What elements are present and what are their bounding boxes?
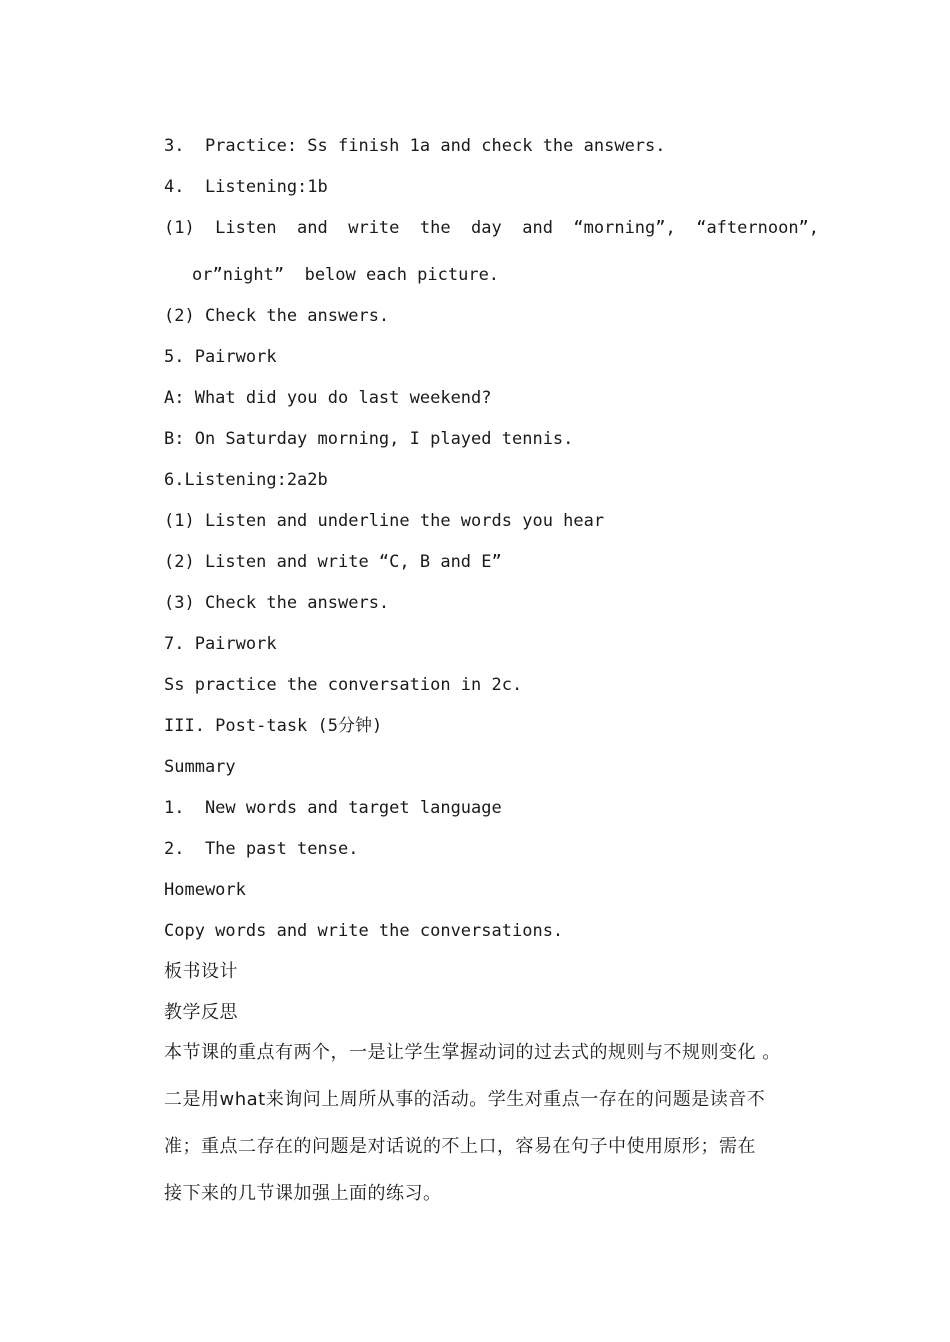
post-task-heading: III. Post-task (5分钟) xyxy=(164,716,383,736)
step-4-substep-1-continued: or”night” below each picture. xyxy=(192,265,500,285)
step-7-description: Ss practice the conversation in 2c. xyxy=(164,675,523,695)
reflection-paragraph-line-2: 二是用what来询问上周所从事的活动。学生对重点一存在的问题是读音不 xyxy=(164,1089,766,1110)
step-6-listening-heading: 6.Listening:2a2b xyxy=(164,470,328,490)
summary-item-1: 1. New words and target language xyxy=(164,798,502,818)
teaching-reflection-heading: 教学反思 xyxy=(164,1002,238,1023)
summary-item-2: 2. The past tense. xyxy=(164,839,359,859)
step-4-listening-heading: 4. Listening:1b xyxy=(164,177,328,197)
step-4-substep-2: (2) Check the answers. xyxy=(164,306,390,326)
board-design-heading: 板书设计 xyxy=(164,961,238,982)
homework-heading: Homework xyxy=(164,880,246,900)
dialogue-line-a: A: What did you do last weekend? xyxy=(164,388,492,408)
reflection-paragraph-line-1: 本节课的重点有两个，一是让学生掌握动词的过去式的规则与不规则变化 。 xyxy=(164,1042,781,1063)
step-5-pairwork-heading: 5. Pairwork xyxy=(164,347,277,367)
step-6-substep-1: (1) Listen and underline the words you hear xyxy=(164,511,605,531)
step-4-substep-1: (1) Listen and write the day and “morning”, “afternoon”, xyxy=(164,218,820,238)
step-6-substep-2: (2) Listen and write “C, B and E” xyxy=(164,552,502,572)
step-3-practice: 3. Practice: Ss finish 1a and check the answers. xyxy=(164,136,666,156)
summary-heading: Summary xyxy=(164,757,236,777)
reflection-paragraph-line-3: 准；重点二存在的问题是对话说的不上口，容易在句子中使用原形；需在 xyxy=(164,1136,756,1157)
reflection-paragraph-line-4: 接下来的几节课加强上面的练习。 xyxy=(164,1183,442,1204)
step-6-substep-3: (3) Check the answers. xyxy=(164,593,390,613)
dialogue-line-b: B: On Saturday morning, I played tennis. xyxy=(164,429,574,449)
step-7-pairwork-heading: 7. Pairwork xyxy=(164,634,277,654)
homework-description: Copy words and write the conversations. xyxy=(164,921,564,941)
